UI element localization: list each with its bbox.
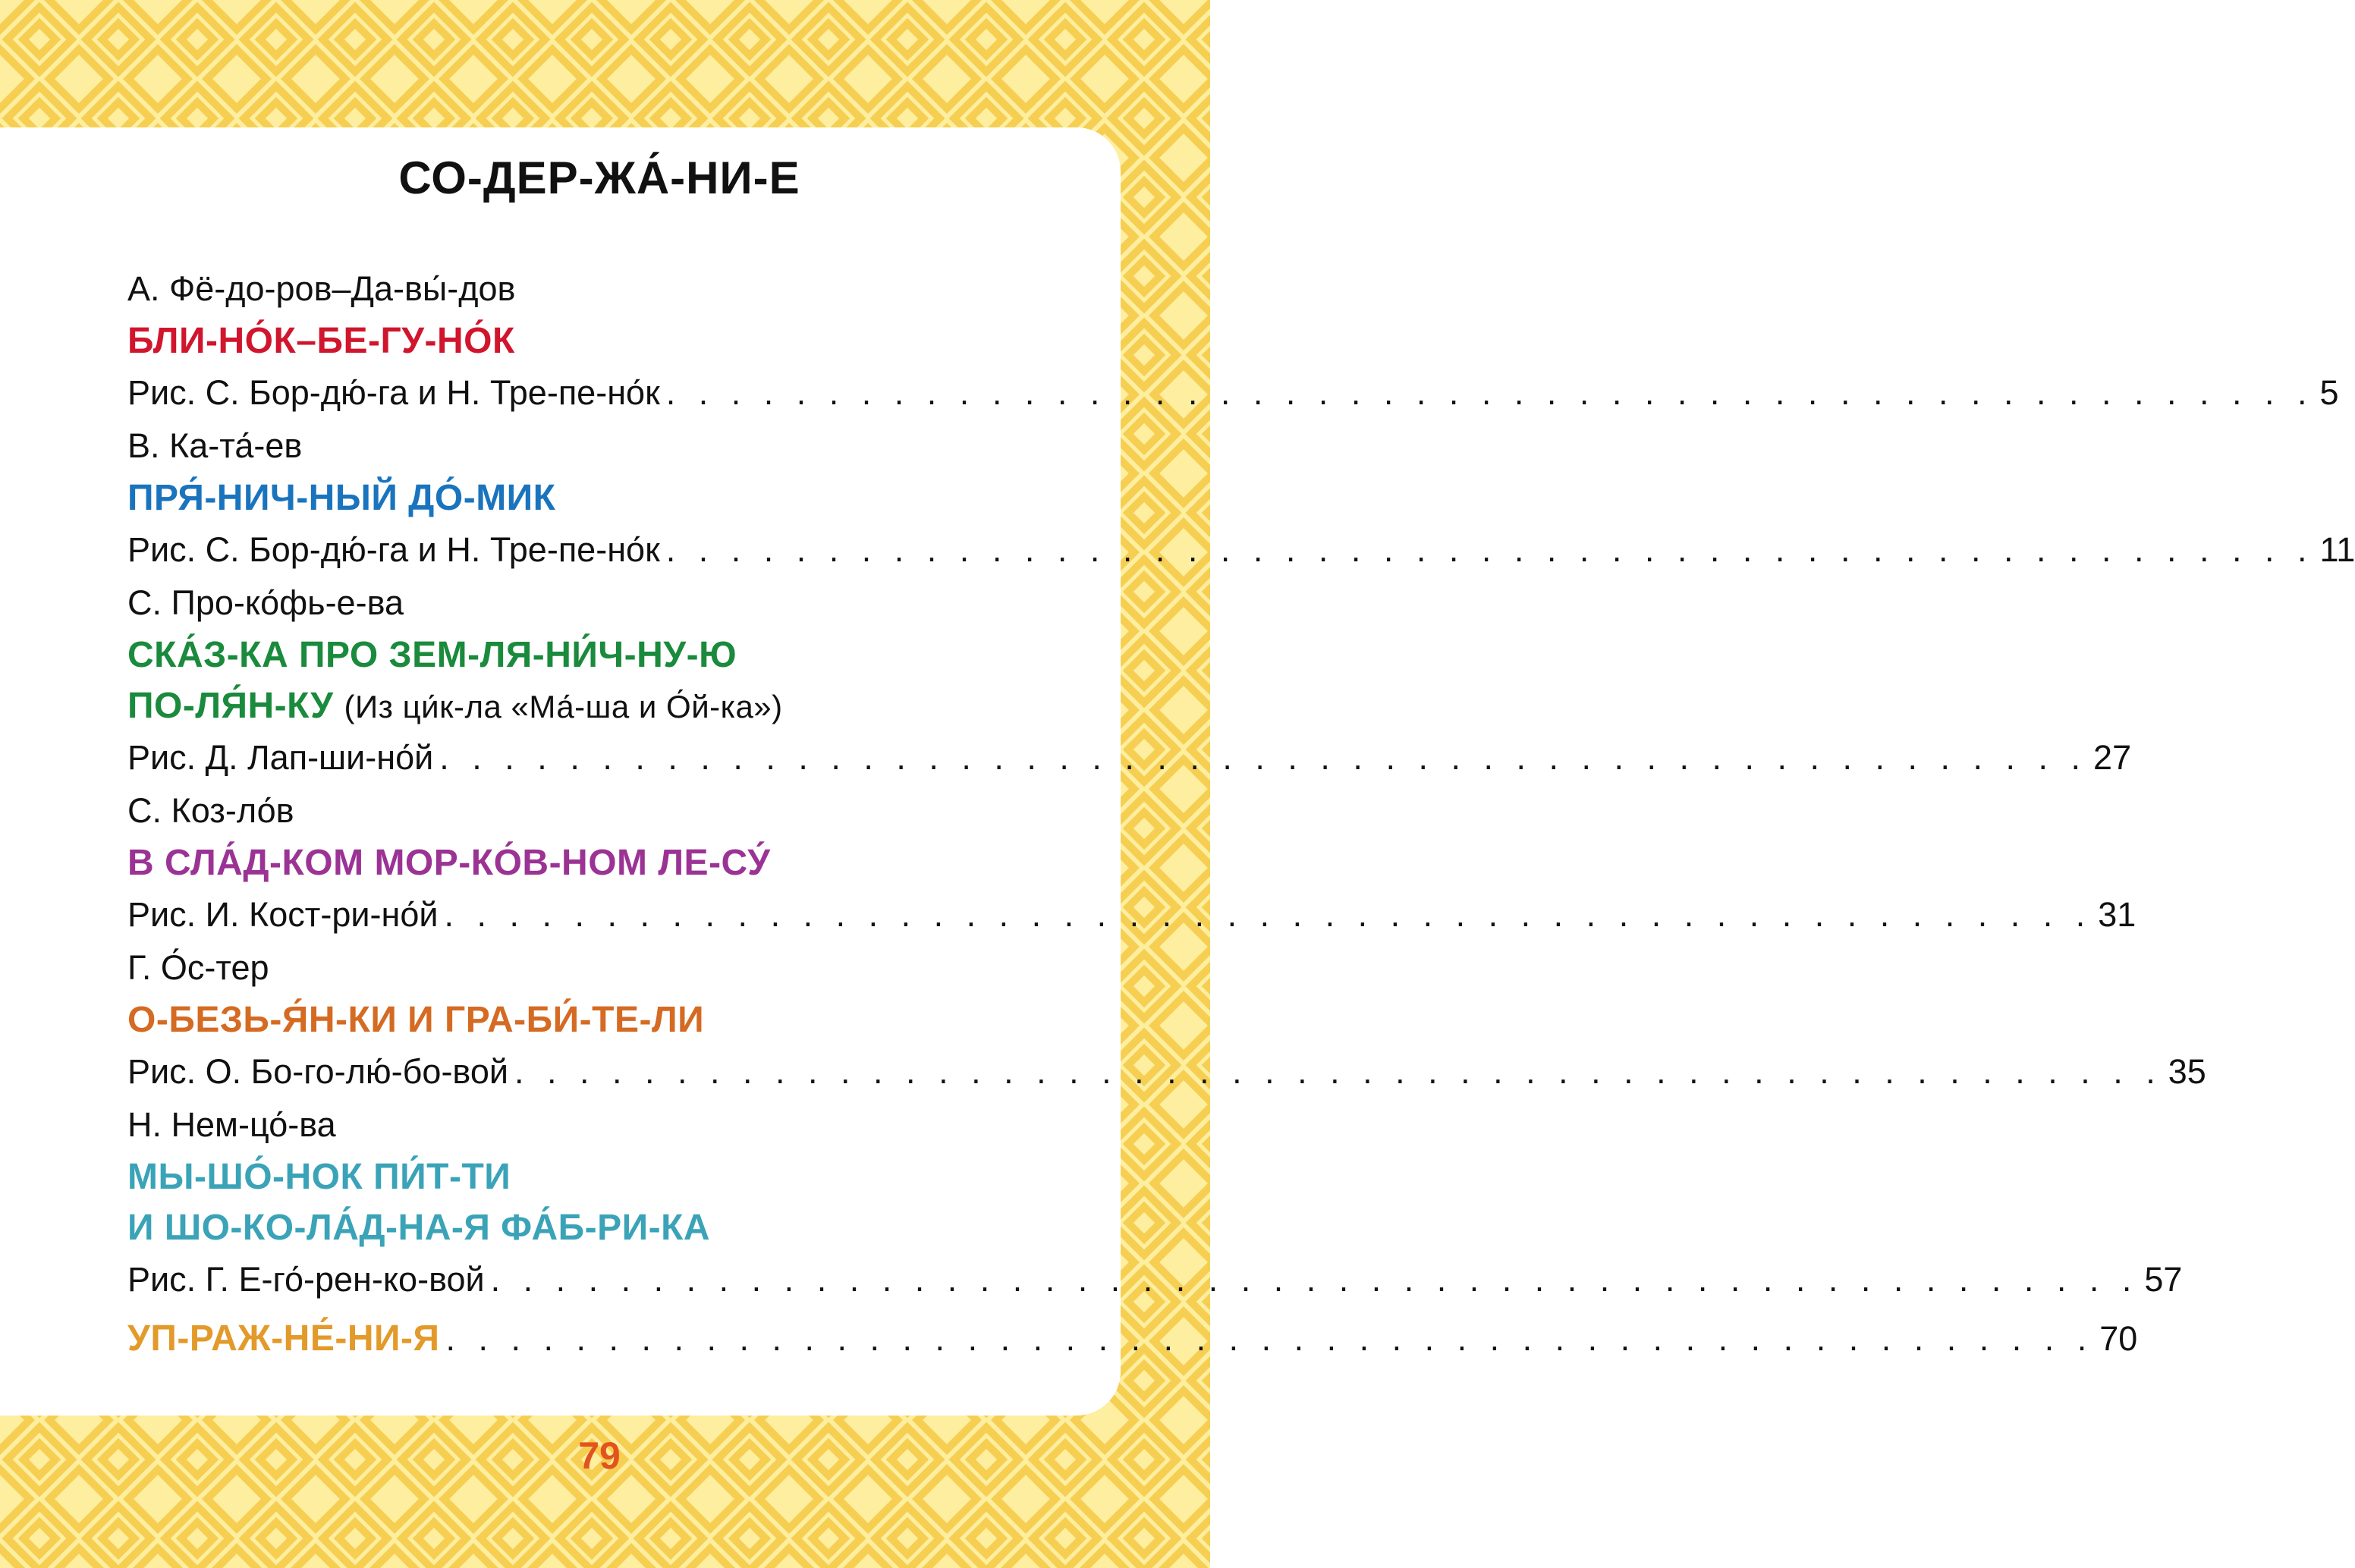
- entry-title[interactable]: [127, 837, 1062, 888]
- entry-page-number[interactable]: 5: [2319, 373, 2339, 412]
- toc-entry[interactable]: [127, 262, 2339, 419]
- entry-title[interactable]: [127, 995, 1062, 1045]
- entry-title-text: ПРЯ́-НИЧ-НЫЙ ДО́-МИК: [127, 478, 556, 518]
- entry-title[interactable]: [127, 630, 1062, 680]
- entry-illustrator: Рис. О. Бо-го-лю́-бо-вой: [127, 1052, 508, 1091]
- table-of-contents: [127, 262, 2355, 1365]
- entry-title-text: О-БЕЗЬ-Я́Н-КИ И ГРА-БИ́-ТЕ-ЛИ: [127, 1000, 705, 1040]
- entry-title[interactable]: [127, 680, 1062, 731]
- entry-author: С. Коз-ло́в: [127, 791, 294, 830]
- toc-entry[interactable]: [127, 1098, 2183, 1306]
- toc-entry[interactable]: [127, 941, 2206, 1098]
- entry-page-number[interactable]: 57: [2144, 1260, 2183, 1299]
- dot-leader: . . . . . . . . . . . . . . . . . . . . . . . . . . . . . . . . . . . . . . . . . . . . . . . . . . .: [439, 738, 2088, 777]
- entry-author: Н. Нем-цо́-ва: [127, 1105, 336, 1144]
- entry-illustrator: Рис. Д. Лап-ши-но́й: [127, 738, 434, 777]
- entry-illustrator-row: [127, 731, 2132, 784]
- dot-leader: . . . . . . . . . . . . . . . . . . . . . . . . . . . . . . . . . . . . . . . . . . . . . . . . . . .: [445, 1319, 2094, 1358]
- entry-title-text: И ШО-КО-ЛА́Д-НА-Я ФА́Б-РИ-КА: [127, 1208, 711, 1248]
- entry-title-text: В СЛА́Д-КОМ МОР-КО́В-НОМ ЛЕ-СУ́: [127, 843, 771, 883]
- entry-title[interactable]: [127, 473, 1062, 523]
- entry-title-text: БЛИ-НО́К–БЕ-ГУ-НО́К: [127, 321, 515, 361]
- dot-leader: . . . . . . . . . . . . . . . . . . . . . . . . . . . . . . . . . . . . . . . . . . . . . . . . . . .: [444, 895, 2092, 934]
- dot-leader: . . . . . . . . . . . . . . . . . . . . . . . . . . . . . . . . . . . . . . . . . . . . . . . . . . .: [490, 1260, 2139, 1299]
- entry-title[interactable]: [127, 1152, 1062, 1202]
- entry-illustrator-row: [127, 888, 2136, 941]
- entry-title[interactable]: [127, 1202, 1062, 1253]
- entry-illustrator: Рис. С. Бор-дю́-га и Н. Тре-пе-но́к: [127, 373, 660, 412]
- entry-title-text: ПО-ЛЯ́Н-КУ: [127, 686, 334, 726]
- dot-leader: . . . . . . . . . . . . . . . . . . . . . . . . . . . . . . . . . . . . . . . . . . . . . . . . . . .: [665, 530, 2314, 569]
- entry-page-number[interactable]: 31: [2098, 895, 2136, 934]
- entry-illustrator-row: [127, 366, 2339, 419]
- entry-illustrator-row: [127, 1253, 2183, 1306]
- entry-title-text: МЫ-ШО́-НОК ПИ́Т-ТИ: [127, 1157, 511, 1197]
- toc-entry-exercises[interactable]: [127, 1312, 2138, 1365]
- entry-page-number[interactable]: 11: [2319, 530, 2355, 569]
- entry-title-note: (Из ци́к-ла «Ма́-ша и О́й-ка»): [344, 689, 783, 724]
- toc-entry[interactable]: [127, 419, 2355, 577]
- entry-title-text: СКА́З-КА ПРО ЗЕМ-ЛЯ-НИ́Ч-НУ-Ю: [127, 635, 737, 675]
- page-number: 79: [578, 1434, 621, 1477]
- entry-author: А. Фё-до-ров–Да-вы́-дов: [127, 269, 516, 308]
- exercises-label: УП-РАЖ-НЕ́-НИ-Я: [127, 1318, 440, 1359]
- entry-author: С. Про-ко́фь-е-ва: [127, 583, 404, 622]
- exercises-page-number[interactable]: 70: [2099, 1319, 2138, 1358]
- dot-leader: . . . . . . . . . . . . . . . . . . . . . . . . . . . . . . . . . . . . . . . . . . . . . . . . . . .: [665, 373, 2314, 412]
- toc-entry[interactable]: [127, 577, 2132, 784]
- entry-illustrator: Рис. И. Кост-ри-но́й: [127, 895, 439, 934]
- entry-illustrator-row: [127, 1045, 2206, 1098]
- entry-illustrator: Рис. Г. Е-го́-рен-ко-вой: [127, 1260, 485, 1299]
- page-title: СО-ДЕР-ЖА́-НИ-Е: [398, 152, 800, 203]
- entry-title[interactable]: [127, 316, 1062, 366]
- entry-page-number[interactable]: 35: [2168, 1052, 2206, 1091]
- toc-entry[interactable]: [127, 784, 2136, 941]
- entry-author: Г. О́с-тер: [127, 948, 269, 987]
- dot-leader: . . . . . . . . . . . . . . . . . . . . . . . . . . . . . . . . . . . . . . . . . . . . . . . . . . .: [514, 1052, 2162, 1091]
- entry-page-number[interactable]: 27: [2093, 738, 2132, 777]
- entry-illustrator-row: [127, 523, 2355, 577]
- entry-illustrator: Рис. С. Бор-дю́-га и Н. Тре-пе-но́к: [127, 530, 660, 569]
- entry-author: В. Ка-та́-ев: [127, 426, 303, 465]
